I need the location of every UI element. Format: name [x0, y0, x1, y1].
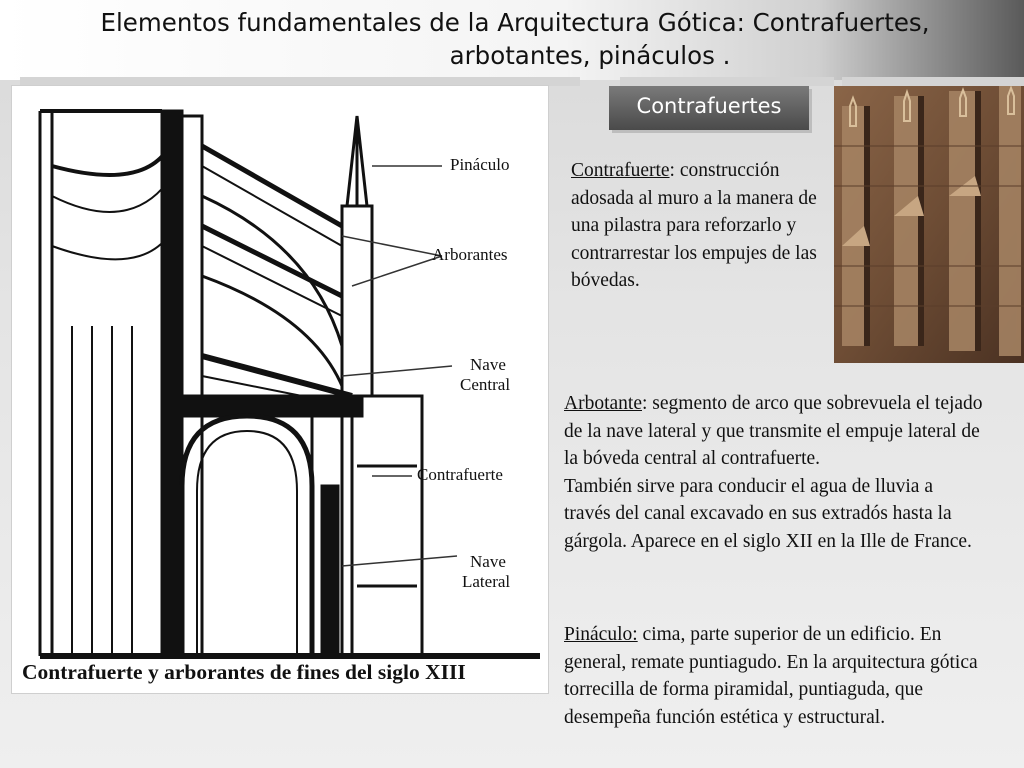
term-contrafuerte: Contrafuerte [571, 160, 670, 181]
label-contrafuerte: Contrafuerte [417, 465, 503, 484]
divider-rule [620, 77, 834, 86]
definition-pinaculo [564, 621, 994, 731]
section-heading-box [609, 86, 809, 130]
label-nave-lateral-1: Nave [470, 552, 506, 571]
label-nave-lateral-2: Lateral [462, 572, 511, 591]
label-pinaculo: Pináculo [450, 155, 510, 174]
buttress-photo-image [834, 86, 1024, 363]
text-contrafuerte: : construcción adosada al muro a la manera de una pilastra para reforzarlo y contrarrestar los empujes de las bóvedas. [571, 160, 817, 291]
label-nave-central-2: Central [460, 375, 511, 394]
buttress-photo [834, 86, 1024, 363]
divider-rule [20, 77, 580, 86]
term-pinaculo: Pináculo: [564, 624, 638, 645]
page-title [30, 6, 1000, 72]
label-arborantes: Arborantes [432, 245, 508, 264]
page-title-line-1: Elementos fundamentales de la Arquitectura Gótica: Contrafuertes, [100, 8, 930, 37]
text-arbotante: : segmento de arco que sobrevuela el tejado de la nave lateral y que transmite el empuje lateral de la bóveda central al contrafuerte. [564, 393, 983, 469]
divider-rule [842, 77, 1024, 86]
definition-contrafuerte [571, 157, 826, 295]
figure-caption: Contrafuerte y arborantes de fines del siglo XIII [22, 660, 466, 684]
title-bar [0, 0, 1024, 80]
definition-arbotante [564, 390, 984, 555]
page-title-line-2: arbotantes, pináculos . [449, 41, 731, 70]
term-arbotante: Arbotante [564, 393, 642, 414]
buttress-diagram [12, 86, 548, 693]
text-arbotante-2: También sirve para conducir el agua de lluvia a través del canal excavado en sus extradós hasta la gárgola. Aparece en el siglo XII en la Ille de France. [564, 475, 972, 552]
text-pinaculo: cima, parte superior de un edificio. En general, remate puntiagudo. En la arquitectura gótica torrecilla de forma piramidal, puntiaguda, que desempeña función estética y estructural. [564, 624, 978, 728]
section-heading: Contrafuertes [636, 94, 782, 118]
label-nave-central-1: Nave [470, 355, 506, 374]
